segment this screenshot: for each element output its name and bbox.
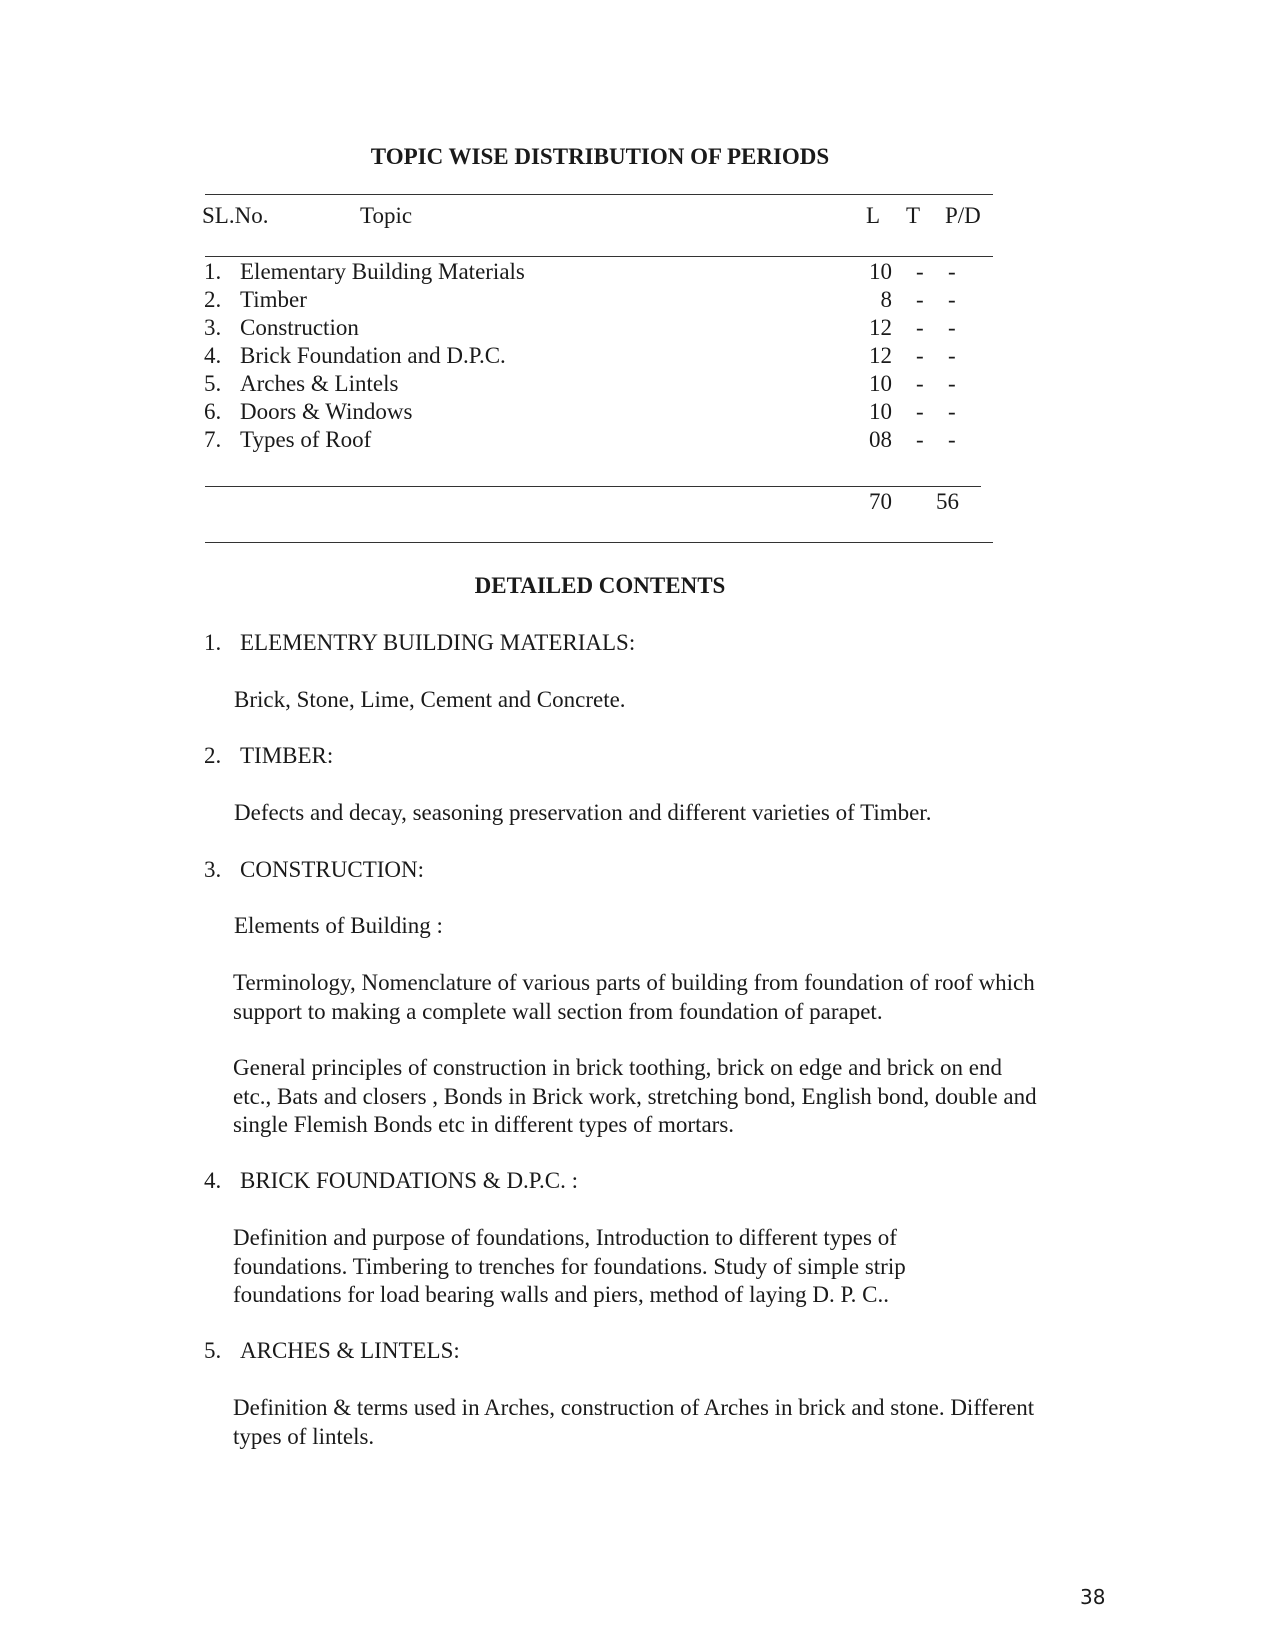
section-paragraph: [234, 912, 443, 941]
paragraph-line: types of lintels.: [233, 1423, 375, 1449]
section-paragraph: [234, 686, 626, 715]
paragraph-line: single Flemish Bonds etc in different types of mortars.: [233, 1112, 735, 1137]
row-pd: -: [948, 315, 956, 340]
section-heading: TIMBER:: [240, 743, 334, 768]
row-l: 10: [869, 371, 892, 396]
header-slno: SL.No.: [202, 203, 269, 228]
row-topic: Construction: [240, 315, 359, 340]
row-l: 08: [869, 427, 892, 452]
header-topic: Topic: [360, 203, 413, 228]
row-t: -: [916, 371, 924, 396]
paragraph-line: Elements of Building :: [234, 913, 443, 938]
row-number: 1.: [204, 259, 222, 284]
row-t: -: [916, 343, 924, 368]
row-t: -: [916, 259, 924, 284]
row-t: -: [916, 315, 924, 340]
table-bottom-rule: [205, 542, 993, 543]
table-top-rule: [205, 194, 993, 195]
row-topic: Doors & Windows: [240, 399, 413, 424]
section-paragraph: [234, 799, 931, 828]
header-t: T: [906, 203, 921, 228]
header-l: L: [866, 203, 881, 228]
paragraph-line: etc., Bats and closers , Bonds in Brick work, stretching bond, English bond, double and: [233, 1083, 1037, 1109]
row-l: 12: [869, 315, 892, 340]
row-t: -: [916, 287, 924, 312]
row-number: 2.: [204, 287, 222, 312]
row-l: 12: [869, 343, 892, 368]
section-heading: BRICK FOUNDATIONS & D.P.C. :: [240, 1168, 579, 1193]
row-pd: -: [948, 287, 956, 312]
row-topic: Timber: [240, 287, 307, 312]
row-t: -: [916, 427, 924, 452]
paragraph-line: Definition and purpose of foundations, Introduction to different types of: [233, 1225, 897, 1250]
paragraph-line: support to making a complete wall section from foundation of parapet.: [233, 998, 883, 1024]
paragraph-line: Defects and decay, seasoning preservation and different varieties of Timber.: [234, 800, 932, 825]
row-pd: -: [948, 399, 956, 424]
row-topic: Types of Roof: [240, 427, 372, 452]
row-pd: -: [948, 371, 956, 396]
paragraph-line: Definition & terms used in Arches, construction of Arches in brick and stone. Different: [233, 1395, 1035, 1420]
paragraph-line: Terminology, Nomenclature of various parts of building from foundation of roof which: [233, 970, 1035, 995]
section-number: 1.: [204, 630, 222, 655]
paragraph-line: General principles of construction in brick toothing, brick on edge and brick on end: [233, 1055, 1003, 1080]
section-heading: ARCHES & LINTELS:: [240, 1338, 460, 1363]
section-number: 4.: [204, 1168, 222, 1193]
section-heading: ELEMENTRY BUILDING MATERIALS:: [240, 630, 636, 655]
page-number: 38: [1080, 1585, 1106, 1609]
total-l: 70: [869, 489, 892, 514]
section-number: 5.: [204, 1338, 222, 1363]
table-totals-rule: [205, 486, 981, 487]
row-t: -: [916, 399, 924, 424]
table-header-rule: [205, 256, 993, 257]
section-paragraph: [233, 1054, 1037, 1140]
paragraph-line: Brick, Stone, Lime, Cement and Concrete.: [234, 687, 626, 712]
row-number: 4.: [204, 343, 222, 368]
row-l: 10: [869, 259, 892, 284]
row-l: 10: [869, 399, 892, 424]
paragraph-line: foundations for load bearing walls and piers, method of laying D. P. C..: [233, 1282, 890, 1307]
section-paragraph: [233, 1224, 906, 1310]
row-l: 8: [880, 287, 892, 312]
table-title: TOPIC WISE DISTRIBUTION OF PERIODS: [370, 144, 830, 169]
row-number: 6.: [204, 399, 222, 424]
section-number: 3.: [204, 857, 222, 882]
row-pd: -: [948, 343, 956, 368]
total-pd: 56: [936, 489, 959, 514]
section-paragraph: [233, 969, 1035, 1026]
row-pd: -: [948, 259, 956, 284]
row-topic: Arches & Lintels: [240, 371, 399, 396]
row-topic: Elementary Building Materials: [240, 259, 525, 284]
row-number: 3.: [204, 315, 222, 340]
section-number: 2.: [204, 743, 222, 768]
row-number: 5.: [204, 371, 222, 396]
paragraph-line: foundations. Timbering to trenches for foundations. Study of simple strip: [233, 1253, 906, 1279]
row-topic: Brick Foundation and D.P.C.: [240, 343, 506, 368]
row-number: 7.: [204, 427, 222, 452]
section-paragraph: [233, 1394, 1034, 1451]
row-pd: -: [948, 427, 956, 452]
detailed-title: DETAILED CONTENTS: [474, 573, 726, 598]
header-pd: P/D: [945, 203, 981, 228]
section-heading: CONSTRUCTION:: [240, 857, 425, 882]
